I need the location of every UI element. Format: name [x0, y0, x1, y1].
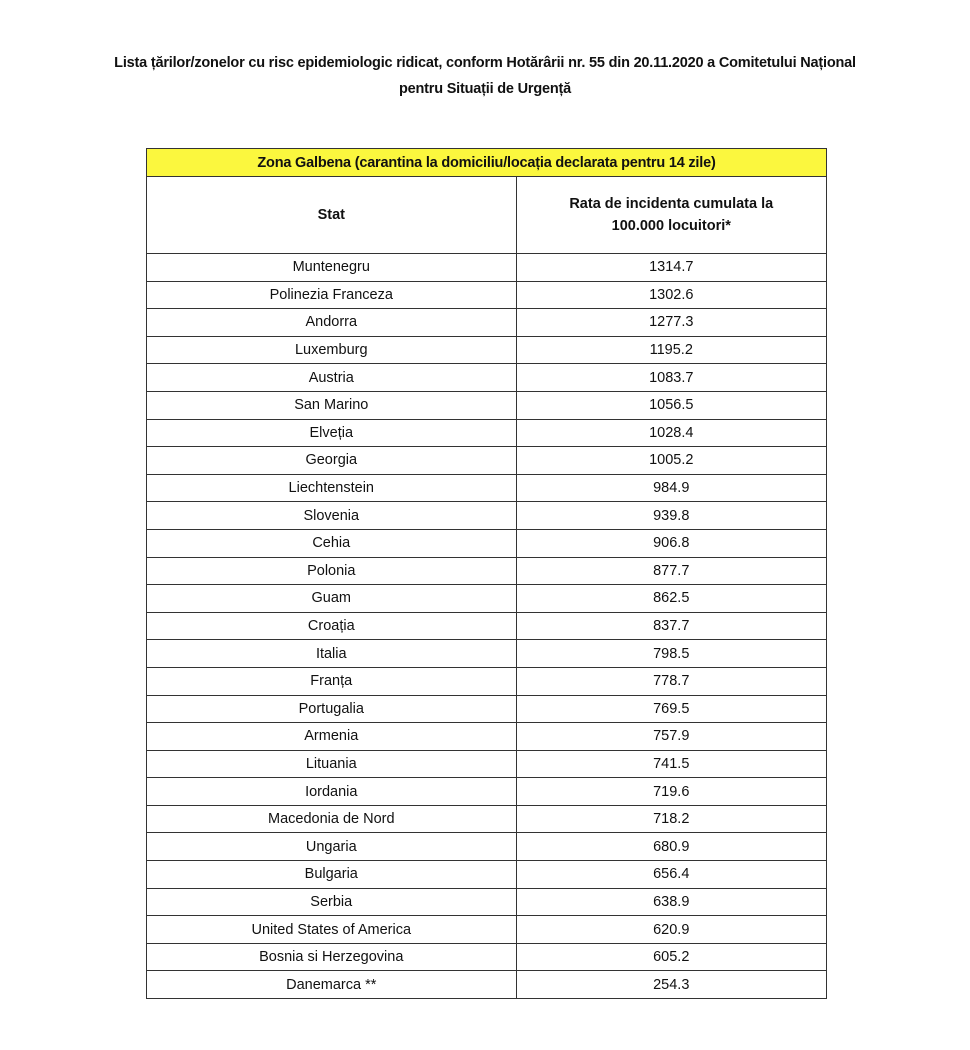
- cell-rate: 254.3: [516, 971, 826, 999]
- cell-rate: 1056.5: [516, 391, 826, 419]
- cell-stat: Danemarca **: [147, 971, 517, 999]
- table-row: [147, 336, 827, 364]
- column-header-rate-line-2: 100.000 locuitori*: [611, 218, 731, 234]
- cell-stat: Polinezia Franceza: [147, 281, 517, 309]
- cell-rate: 769.5: [516, 695, 826, 723]
- cell-stat: Cehia: [147, 529, 517, 557]
- cell-rate: 798.5: [516, 640, 826, 668]
- cell-rate: 837.7: [516, 612, 826, 640]
- cell-stat: Franța: [147, 667, 517, 695]
- cell-stat: United States of America: [147, 916, 517, 944]
- cell-stat: Iordania: [147, 778, 517, 806]
- table-row: [147, 971, 827, 999]
- cell-stat: Liechtenstein: [147, 474, 517, 502]
- table-row: [147, 943, 827, 971]
- cell-stat: Serbia: [147, 888, 517, 916]
- table-row: [147, 861, 827, 889]
- cell-rate: 656.4: [516, 861, 826, 889]
- cell-rate: 1314.7: [516, 254, 826, 282]
- cell-rate: 939.8: [516, 502, 826, 530]
- cell-rate: 906.8: [516, 529, 826, 557]
- table-row: [147, 281, 827, 309]
- table-row: [147, 419, 827, 447]
- cell-rate: 1028.4: [516, 419, 826, 447]
- cell-rate: 1195.2: [516, 336, 826, 364]
- table-row: [147, 585, 827, 613]
- table-row: [147, 916, 827, 944]
- table-row: [147, 750, 827, 778]
- table-row: [147, 695, 827, 723]
- table-body: [147, 254, 827, 999]
- cell-stat: Austria: [147, 364, 517, 392]
- cell-rate: 719.6: [516, 778, 826, 806]
- table-row: [147, 364, 827, 392]
- table-row: [147, 529, 827, 557]
- table-row: [147, 667, 827, 695]
- cell-rate: 1277.3: [516, 309, 826, 337]
- cell-stat: Bulgaria: [147, 861, 517, 889]
- table-row: [147, 502, 827, 530]
- cell-stat: Portugalia: [147, 695, 517, 723]
- cell-rate: 778.7: [516, 667, 826, 695]
- yellow-zone-table: [146, 148, 827, 999]
- table-row: [147, 557, 827, 585]
- cell-stat: Slovenia: [147, 502, 517, 530]
- table-row: [147, 309, 827, 337]
- table-row: [147, 833, 827, 861]
- cell-rate: 984.9: [516, 474, 826, 502]
- cell-rate: 620.9: [516, 916, 826, 944]
- cell-rate: 1302.6: [516, 281, 826, 309]
- cell-stat: Polonia: [147, 557, 517, 585]
- zone-header: Zona Galbena (carantina la domiciliu/locația declarata pentru 14 zile): [147, 149, 827, 177]
- document-title-line-2: pentru Situații de Urgență: [398, 81, 572, 97]
- cell-rate: 877.7: [516, 557, 826, 585]
- cell-rate: 680.9: [516, 833, 826, 861]
- cell-stat: Lituania: [147, 750, 517, 778]
- cell-stat: Macedonia de Nord: [147, 805, 517, 833]
- table-row: [147, 447, 827, 475]
- cell-rate: 605.2: [516, 943, 826, 971]
- cell-rate: 718.2: [516, 805, 826, 833]
- column-header-rate-line-1: Rata de incidenta cumulata la: [569, 196, 774, 212]
- document-title: [0, 50, 970, 102]
- table-row: [147, 778, 827, 806]
- table-row: [147, 474, 827, 502]
- cell-stat: Armenia: [147, 723, 517, 751]
- table-row: [147, 805, 827, 833]
- cell-rate: 741.5: [516, 750, 826, 778]
- cell-stat: Bosnia si Herzegovina: [147, 943, 517, 971]
- cell-rate: 862.5: [516, 585, 826, 613]
- cell-stat: Georgia: [147, 447, 517, 475]
- cell-stat: Luxemburg: [147, 336, 517, 364]
- column-header-stat: Stat: [147, 177, 517, 254]
- cell-rate: 1083.7: [516, 364, 826, 392]
- cell-rate: 1005.2: [516, 447, 826, 475]
- table-row: [147, 640, 827, 668]
- table-row: [147, 391, 827, 419]
- cell-stat: Elveția: [147, 419, 517, 447]
- cell-stat: Guam: [147, 585, 517, 613]
- cell-stat: San Marino: [147, 391, 517, 419]
- cell-rate: 638.9: [516, 888, 826, 916]
- cell-stat: Croația: [147, 612, 517, 640]
- cell-stat: Italia: [147, 640, 517, 668]
- table-row: [147, 612, 827, 640]
- cell-stat: Andorra: [147, 309, 517, 337]
- document-title-line-1: Lista țărilor/zonelor cu risc epidemiologic ridicat, conform Hotărârii nr. 55 din 20.11.2020 a Comitetului Național: [114, 55, 856, 71]
- cell-stat: Muntenegru: [147, 254, 517, 282]
- column-header-rate: [516, 177, 826, 254]
- table-row: [147, 254, 827, 282]
- cell-stat: Ungaria: [147, 833, 517, 861]
- table-row: [147, 888, 827, 916]
- cell-rate: 757.9: [516, 723, 826, 751]
- table-row: [147, 723, 827, 751]
